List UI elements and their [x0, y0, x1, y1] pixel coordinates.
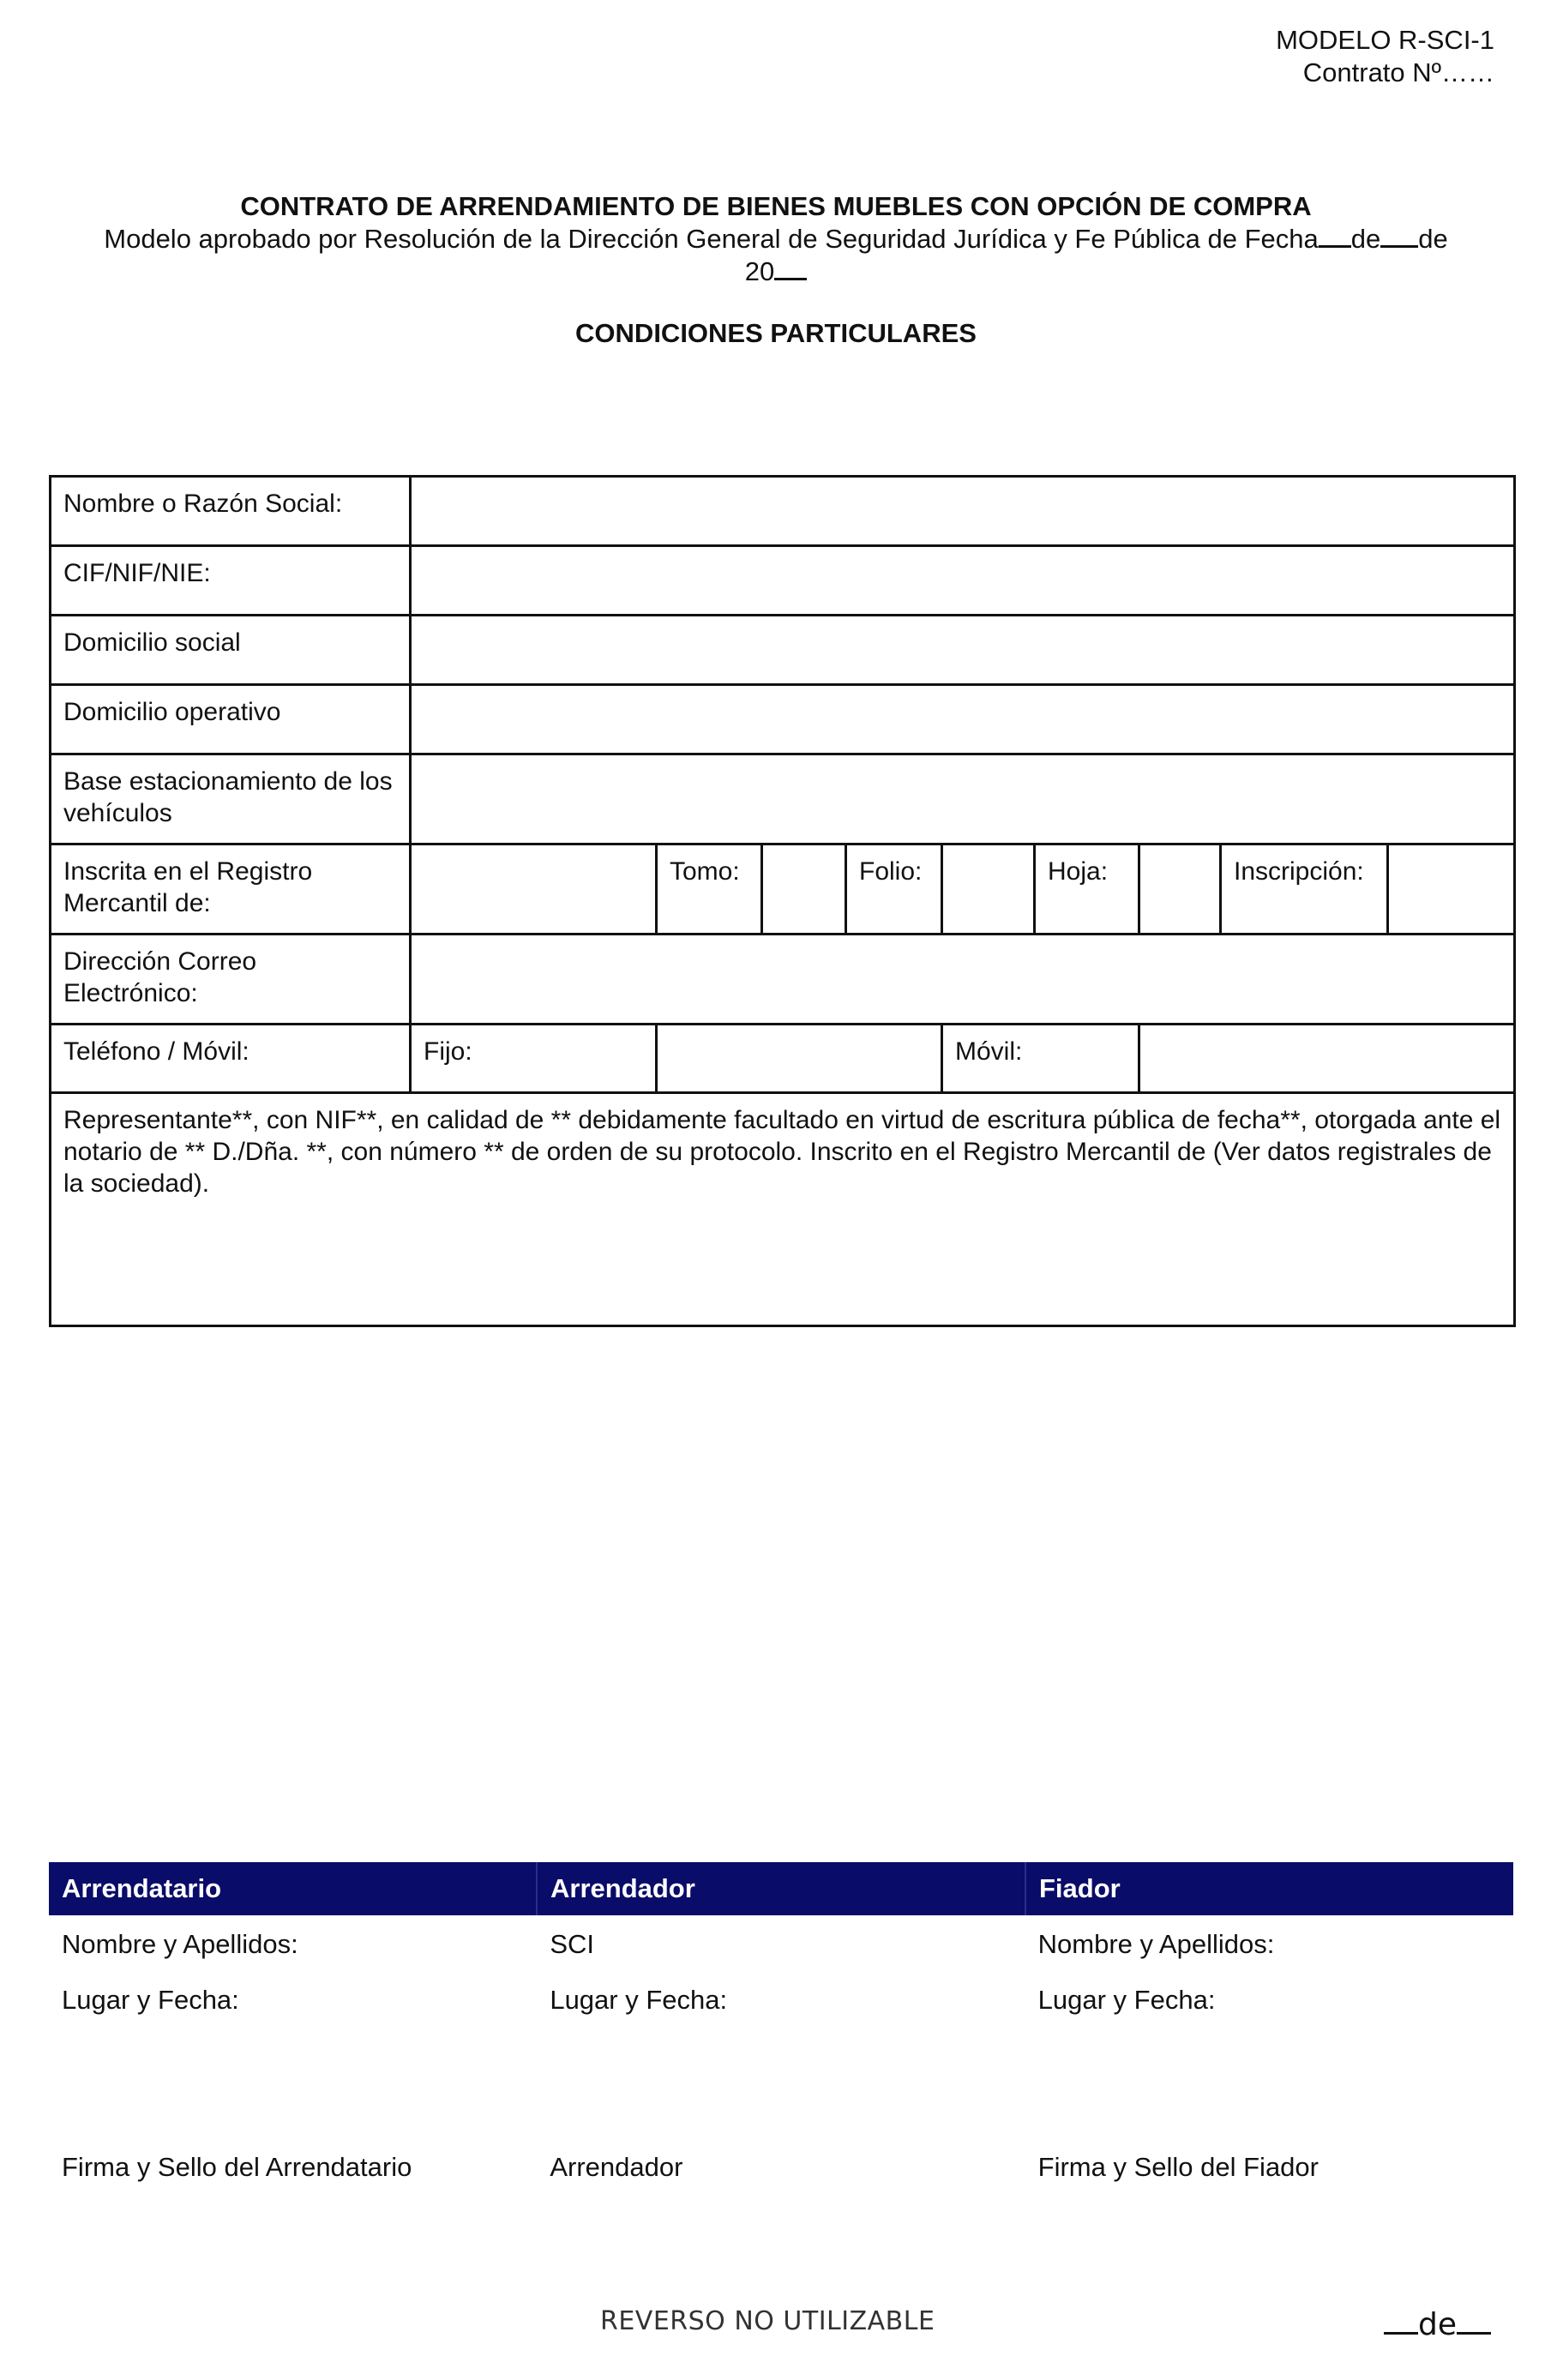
inscrita-label: Inscrita en el Registro Mercantil de: — [51, 844, 411, 935]
tomo-field[interactable] — [762, 844, 846, 935]
domicilio-operativo-label: Domicilio operativo — [51, 685, 411, 754]
correo-label: Dirección Correo Electrónico: — [51, 935, 411, 1025]
nombre-label: Nombre o Razón Social: — [51, 477, 411, 546]
arrendador-nombre: SCI — [550, 1929, 595, 1959]
movil-label: Móvil: — [942, 1025, 1139, 1093]
row-registro — [51, 844, 1515, 935]
contract-number: Contrato Nº…… — [1302, 57, 1494, 87]
base-field[interactable] — [411, 754, 1515, 844]
date-year-blank — [774, 255, 807, 280]
signatures-row-lugar — [49, 1984, 1513, 2016]
folio-label: Folio: — [846, 844, 942, 935]
fiador-nombre: Nombre y Apellidos: — [1037, 1929, 1275, 1959]
row-base — [51, 754, 1515, 844]
particular-conditions-table — [49, 475, 1516, 1327]
base-label: Base estacionamiento de los vehículos — [51, 754, 411, 844]
signatures-header — [49, 1862, 1513, 1915]
hoja-label: Hoja: — [1035, 844, 1139, 935]
row-nombre — [51, 477, 1515, 546]
arrendador-lugar: Lugar y Fecha: — [550, 1985, 728, 2015]
hoja-field[interactable] — [1139, 844, 1221, 935]
folio-field[interactable] — [942, 844, 1035, 935]
cif-label: CIF/NIF/NIE: — [51, 546, 411, 616]
row-representante — [51, 1093, 1515, 1326]
section-title: CONDICIONES PARTICULARES — [575, 318, 977, 348]
document-title: CONTRATO DE ARRENDAMIENTO DE BIENES MUEBLES CON OPCIÓN DE COMPRA — [240, 191, 1312, 221]
row-domicilio-social — [51, 616, 1515, 685]
arrendatario-firma: Firma y Sello del Arrendatario — [62, 2152, 412, 2182]
row-correo — [51, 935, 1515, 1025]
row-telefono — [51, 1025, 1515, 1093]
header-arrendador: Arrendador — [536, 1862, 1025, 1915]
tomo-label: Tomo: — [657, 844, 762, 935]
arrendador-firma: Arrendador — [550, 2152, 683, 2182]
header-fiador: Fiador — [1025, 1862, 1513, 1915]
fiador-lugar: Lugar y Fecha: — [1037, 1985, 1216, 2015]
inscripcion-label: Inscripción: — [1221, 844, 1388, 935]
subtitle-de-1: de — [1350, 224, 1381, 254]
model-code: MODELO R-SCI-1 — [1276, 25, 1494, 55]
registro-field[interactable] — [411, 844, 657, 935]
subtitle-year: 20 — [744, 256, 775, 286]
signatures-table — [49, 1862, 1513, 2182]
subtitle-de-2: de — [1418, 224, 1448, 254]
date-day-blank — [1319, 223, 1351, 248]
document-subtitle — [51, 223, 1500, 288]
fijo-label: Fijo: — [411, 1025, 657, 1093]
row-cif — [51, 546, 1515, 616]
representante-text[interactable]: Representante**, con NIF**, en calidad de ** debidamente facultado en virtud de escritura pública de fecha**, otorgada ante el notario de ** D./Dña. **, con número ** de orden de su protocolo. Inscrito en el Registro Mercantil de (Ver datos registrales de la sociedad). — [51, 1093, 1515, 1326]
header-arrendatario: Arrendatario — [62, 1873, 222, 1903]
movil-field[interactable] — [1139, 1025, 1515, 1093]
fijo-field[interactable] — [657, 1025, 942, 1093]
correo-field[interactable] — [411, 935, 1515, 1025]
domicilio-social-field[interactable] — [411, 616, 1515, 685]
telefono-label: Teléfono / Móvil: — [51, 1025, 411, 1093]
arrendatario-lugar: Lugar y Fecha: — [62, 1985, 239, 2015]
fiador-firma: Firma y Sello del Fiador — [1037, 2152, 1319, 2182]
page-de: de — [1418, 2307, 1457, 2342]
reverso-note: REVERSO NO UTILIZABLE — [600, 2306, 935, 2336]
page-total-blank — [1457, 2301, 1491, 2335]
cif-field[interactable] — [411, 546, 1515, 616]
subtitle-text: Modelo aprobado por Resolución de la Dirección General de Seguridad Jurídica y Fe Pública de Fecha — [104, 224, 1319, 254]
signatures-row-firma — [49, 2151, 1513, 2184]
page-indicator — [1384, 2301, 1491, 2342]
document-header — [1276, 24, 1494, 89]
domicilio-operativo-field[interactable] — [411, 685, 1515, 754]
arrendatario-nombre: Nombre y Apellidos: — [62, 1929, 298, 1959]
signatures-row-nombre — [49, 1928, 1513, 1961]
nombre-field[interactable] — [411, 477, 1515, 546]
domicilio-social-label: Domicilio social — [51, 616, 411, 685]
page-current-blank — [1384, 2301, 1418, 2335]
row-domicilio-operativo — [51, 685, 1515, 754]
date-month-blank — [1380, 223, 1418, 248]
inscripcion-field[interactable] — [1388, 844, 1515, 935]
